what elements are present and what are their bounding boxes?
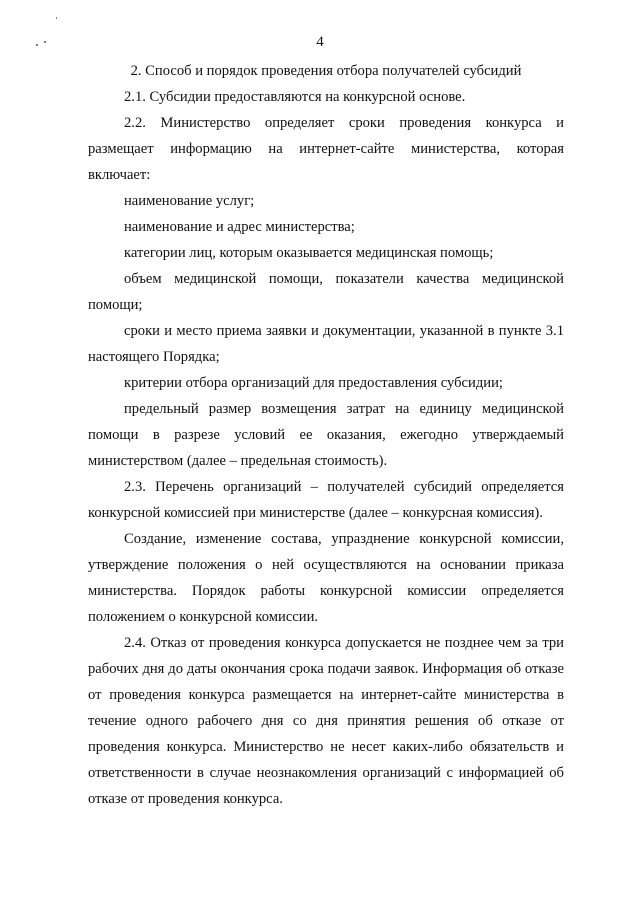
- section-heading: 2. Способ и порядок проведения отбора получателей субсидий: [130, 63, 522, 79]
- list-item-categories: категории лиц, которым оказывается медицинская помощь;: [124, 245, 494, 261]
- page-number: 4: [316, 34, 324, 50]
- list-item-volume: объем медицинской помощи, показатели качества медицинской помощи;: [88, 271, 564, 313]
- list-item-services: наименование услуг;: [124, 193, 255, 209]
- scan-speck: [56, 17, 57, 19]
- list-item-criteria: критерии отбора организаций для предоставления субсидии;: [124, 375, 503, 391]
- document-body: [88, 58, 564, 812]
- paragraph-2-4: 2.4. Отказ от проведения конкурса допускается не позднее чем за три рабочих дня до даты окончания срока подачи заявок. Информация об отказе от проведения конкурса размещается на интернет-сайте министерства в течение одного рабочего дня со дня принятия решения об отказе от проведения конкурса. Министерство не несет каких-либо обязательств и ответственности в случае неознакомления организаций с информацией об отказе от проведения конкурса.: [88, 635, 564, 807]
- paragraph-2-2: 2.2. Министерство определяет сроки проведения конкурса и размещает информацию на интернет-сайте министерства, которая включает:: [88, 115, 564, 183]
- paragraph-2-3: 2.3. Перечень организаций – получателей субсидий определяется конкурсной комиссией при министерстве (далее – конкурсная комиссия).: [88, 479, 564, 521]
- list-item-ministry-address: наименование и адрес министерства;: [124, 219, 355, 235]
- list-item-max-cost: предельный размер возмещения затрат на единицу медицинской помощи в разрезе условий ее оказания, ежегодно утверждаемый министерством (далее – предельная стоимость).: [88, 401, 564, 469]
- paragraph-2-1: 2.1. Субсидии предоставляются на конкурсной основе.: [124, 89, 466, 105]
- list-item-deadlines: сроки и место приема заявки и документации, указанной в пункте 3.1 настоящего Порядка;: [88, 323, 564, 365]
- paragraph-commission: Создание, изменение состава, упразднение конкурсной комиссии, утверждение положения о ней осуществляются на основании приказа министерства. Порядок работы конкурсной комиссии определяется положением о конкурсной комиссии.: [88, 531, 564, 625]
